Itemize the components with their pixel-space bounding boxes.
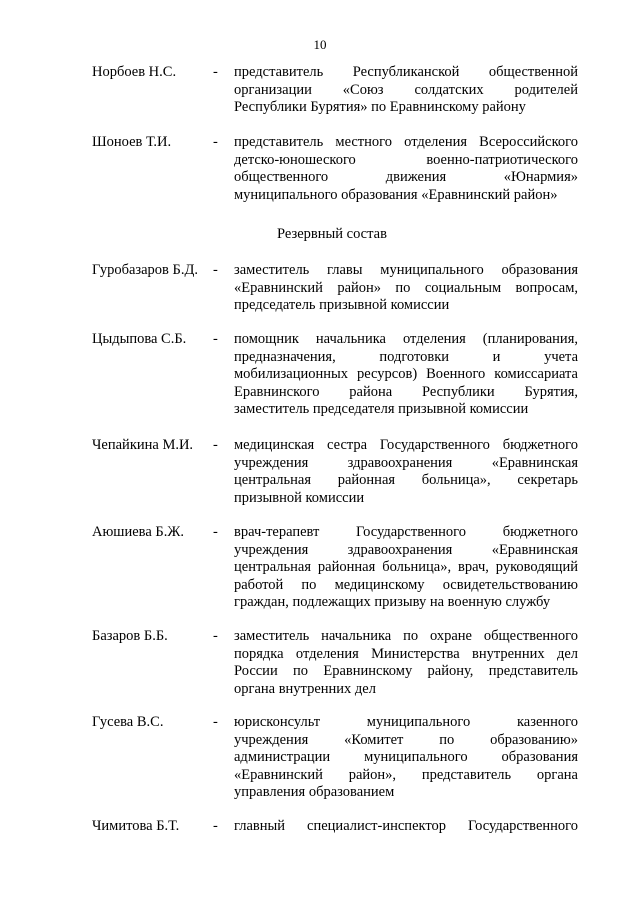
separator-dash: - — [213, 64, 218, 80]
member-role — [234, 628, 578, 698]
role-line: Еравнинского района Республики Бурятия, — [234, 383, 578, 400]
role-line: предназначения, подготовки и учета — [234, 348, 578, 365]
role-line: организации «Союз солдатских родителей — [234, 81, 578, 98]
role-line: врач-терапевт Государственного бюджетного — [234, 524, 578, 540]
role-line: учреждения здравоохранения «Еравнинская — [234, 541, 578, 558]
role-line: помощник начальника отделения (планирования, — [234, 331, 578, 347]
role-line: детско-юношеского военно-патриотического — [234, 151, 578, 168]
role-line: мобилизационных ресурсов) Военного комиссариата — [234, 366, 578, 383]
role-line: заместитель главы муниципального образования — [234, 262, 578, 278]
separator-dash: - — [213, 628, 218, 644]
member-name: Базаров Б.Б. — [92, 628, 168, 644]
role-line: юрисконсульт муниципального казенного — [234, 714, 578, 730]
role-line: порядка отделения Министерства внутренних дел — [234, 645, 578, 662]
member-name: Норбоев Н.С. — [92, 64, 177, 80]
separator-dash: - — [213, 524, 218, 540]
separator-dash: - — [213, 262, 218, 278]
role-line: муниципального образования «Еравнинский район» — [234, 186, 558, 203]
member-role — [234, 64, 578, 117]
role-line: учреждения «Комитет по образованию» — [234, 731, 578, 748]
member-name: Шоноев Т.И. — [92, 134, 172, 150]
role-line: «Еравнинский район», представитель органа — [234, 766, 578, 783]
member-role — [234, 524, 578, 612]
member-name: Аюшиева Б.Ж. — [92, 524, 184, 540]
role-line: представитель местного отделения Всероссийского — [234, 134, 578, 150]
member-role — [234, 331, 578, 419]
role-line: учреждения здравоохранения «Еравнинская — [234, 454, 578, 471]
separator-dash: - — [213, 437, 218, 453]
separator-dash: - — [213, 134, 218, 150]
role-line: главный специалист-инспектор Государственного — [234, 818, 578, 834]
member-role — [234, 714, 578, 802]
role-line: представитель Республиканской общественной — [234, 64, 578, 80]
role-line: России по Еравнинскому району, представитель — [234, 663, 578, 680]
role-line: центральная районная больница», врач, руководящий — [234, 559, 578, 576]
role-line: центральная районная больница», секретарь — [234, 472, 578, 489]
role-line: граждан, подлежащих призыву на военную службу — [234, 594, 551, 611]
separator-dash: - — [213, 714, 218, 730]
member-name: Гусева В.С. — [92, 714, 164, 730]
role-line: администрации муниципального образования — [234, 749, 578, 766]
role-line: Республики Бурятия» по Еравнинскому району — [234, 99, 526, 116]
role-line: «Еравнинский район» по социальным вопросам, — [234, 279, 578, 296]
member-role — [234, 437, 578, 507]
role-line: заместитель председателя призывной комиссии — [234, 401, 529, 418]
member-name: Чепайкина М.И. — [92, 437, 194, 453]
member-name: Гуробазаров Б.Д. — [92, 262, 198, 278]
member-name: Цыдыпова С.Б. — [92, 331, 187, 347]
role-line: заместитель начальника по охране общественного — [234, 628, 578, 644]
member-role — [234, 134, 578, 204]
role-line: председатель призывной комиссии — [234, 297, 450, 314]
member-name: Чимитова Б.Т. — [92, 818, 180, 834]
page-number: 10 — [313, 37, 327, 52]
role-line: призывной комиссии — [234, 489, 365, 506]
role-line: работой по медицинскому освидетельствованию — [234, 576, 578, 593]
member-role — [234, 262, 578, 315]
separator-dash: - — [213, 331, 218, 347]
role-line: общественного движения «Юнармия» — [234, 169, 578, 186]
separator-dash: - — [213, 818, 218, 834]
role-line: медицинская сестра Государственного бюджетного — [234, 437, 578, 453]
role-line: управления образованием — [234, 784, 395, 801]
section-title: Резервный состав — [277, 226, 387, 242]
member-role — [234, 818, 578, 836]
role-line: органа внутренних дел — [234, 680, 376, 697]
